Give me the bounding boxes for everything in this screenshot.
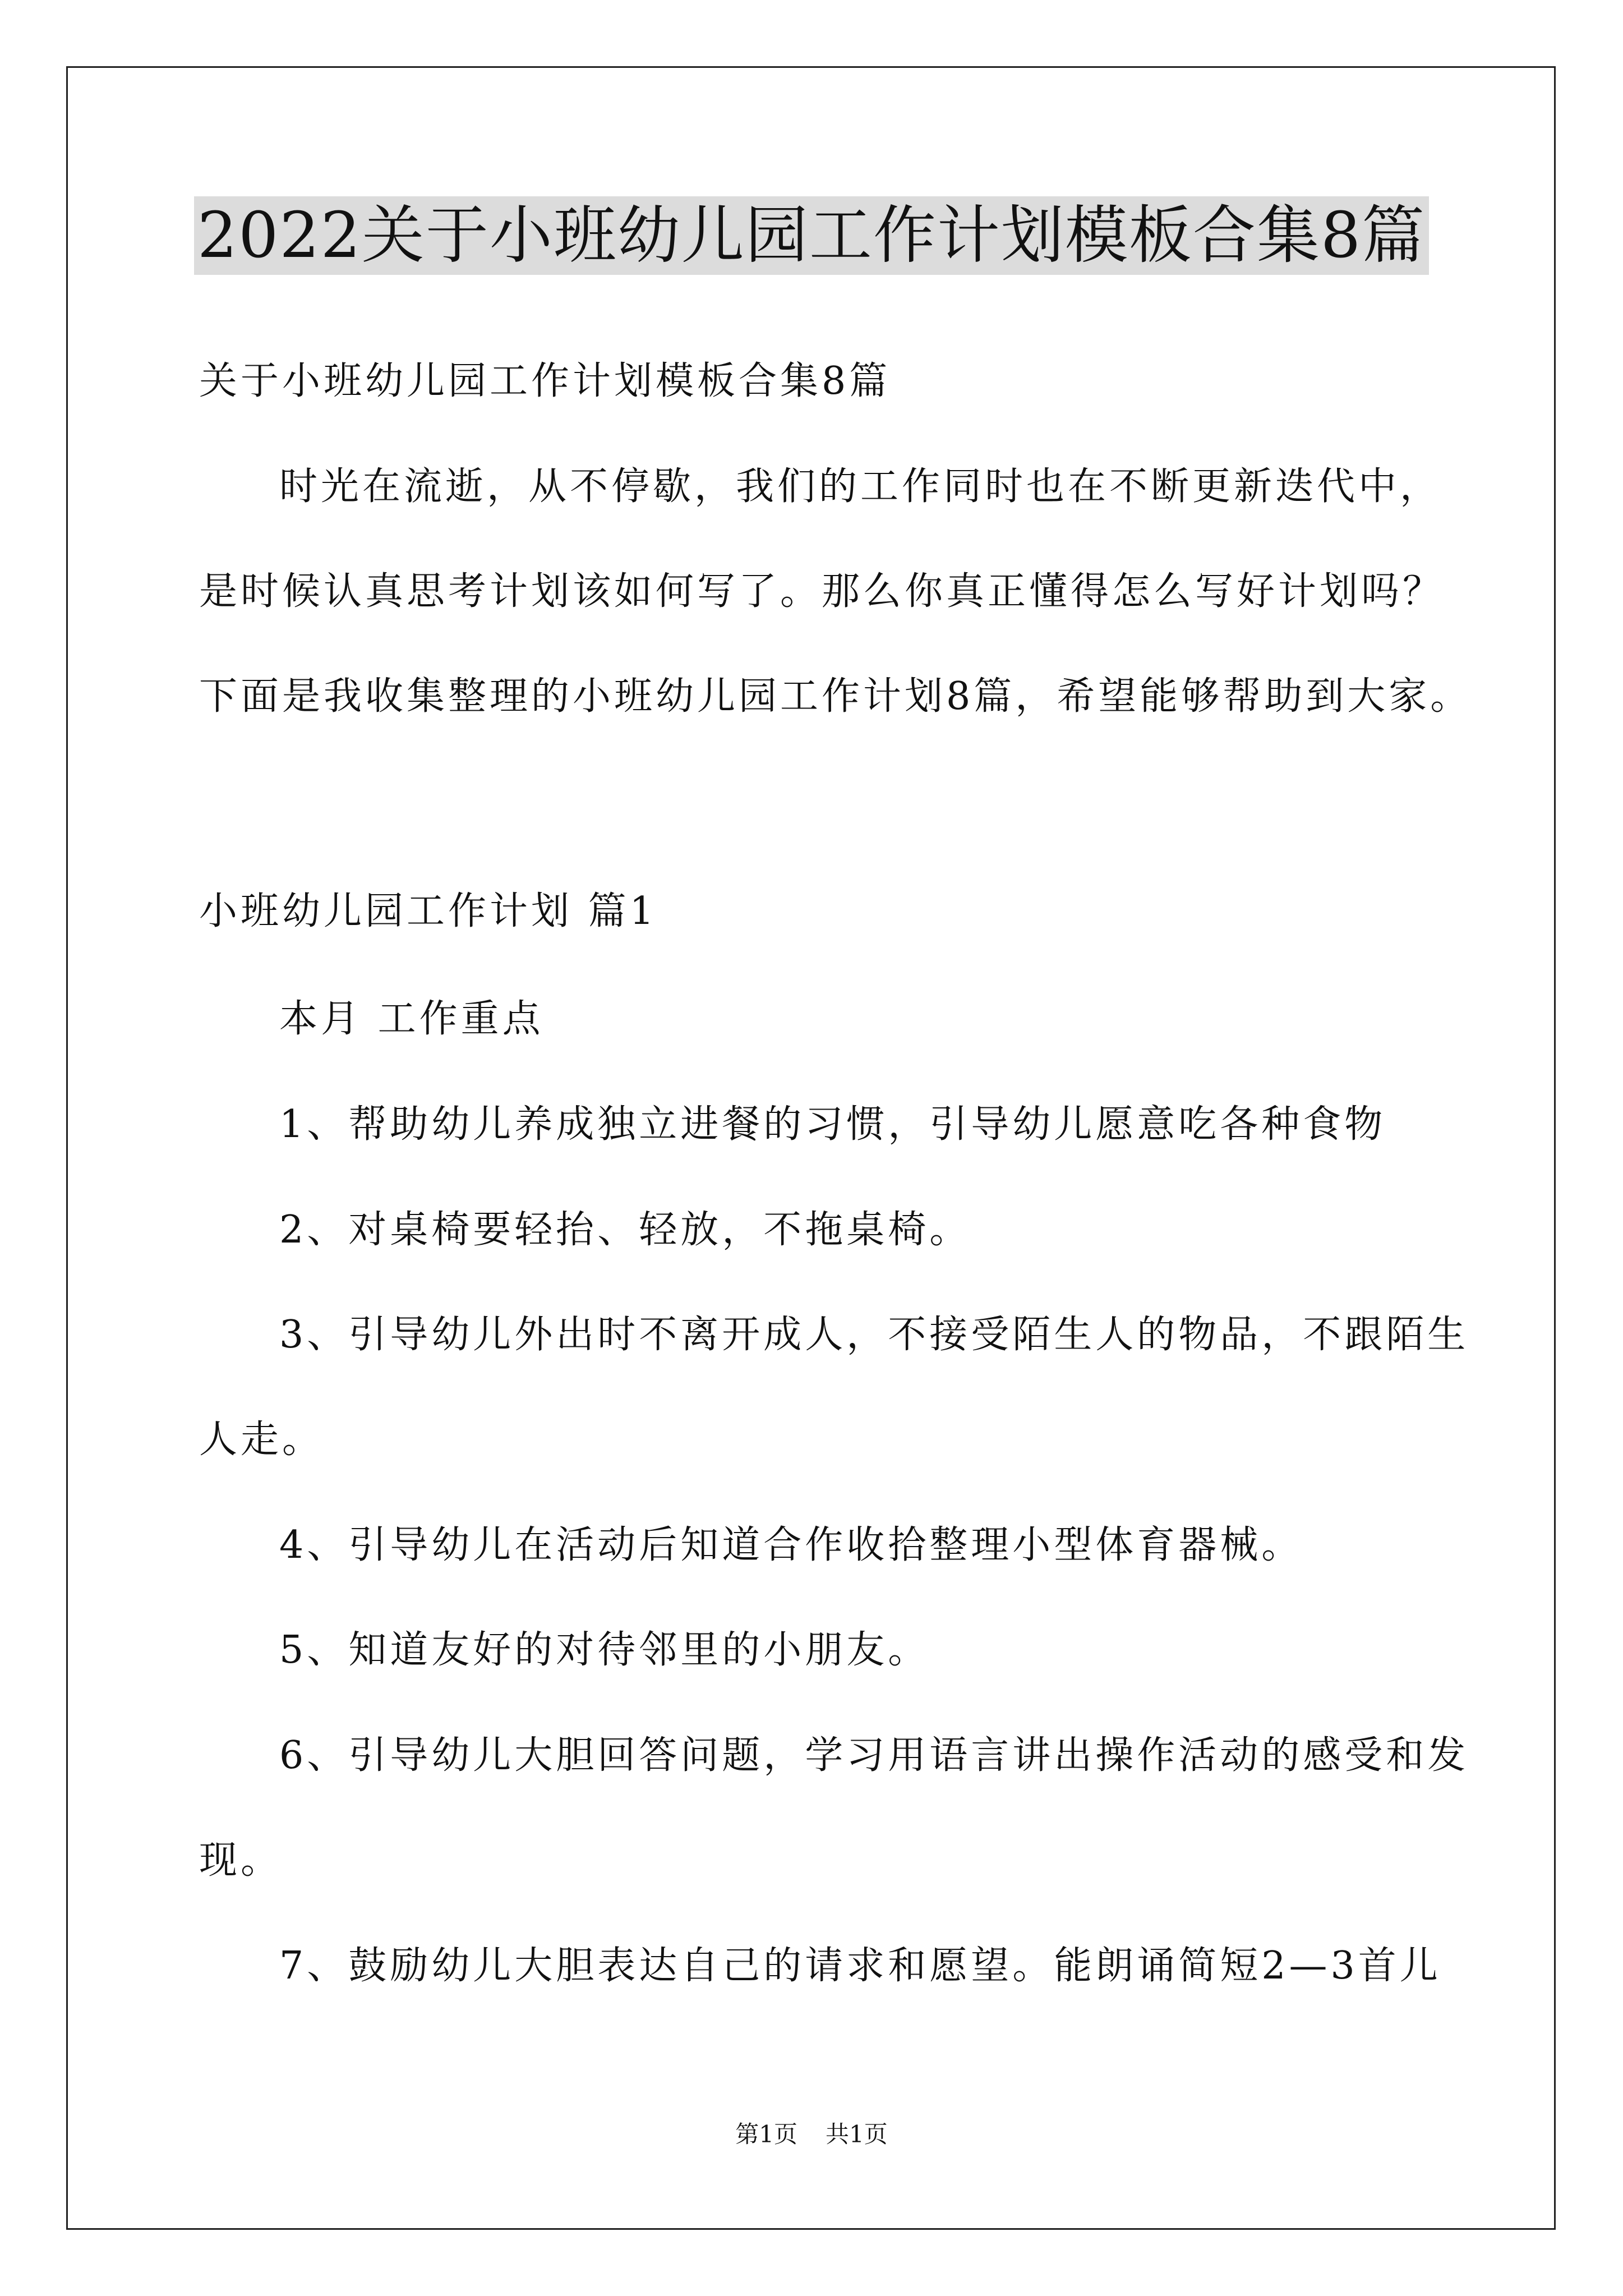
page-footer xyxy=(0,2118,1623,2151)
list-item-6-continued: 现。 xyxy=(199,1838,283,1883)
intro-line-3: 下面是我收集整理的小班幼儿园工作计划8篇，希望能够帮助到大家。 xyxy=(199,674,1472,719)
list-item-1: 1、帮助幼儿养成独立进餐的习惯，引导幼儿愿意吃各种食物 xyxy=(279,1102,1386,1147)
section-heading: 小班幼儿园工作计划 篇1 xyxy=(199,889,657,933)
page-number: 第1页 xyxy=(735,2120,797,2148)
list-item-2: 2、对桌椅要轻抬、轻放，不拖桌椅。 xyxy=(279,1208,971,1252)
list-item-6: 6、引导幼儿大胆回答问题，学习用语言讲出操作活动的感受和发 xyxy=(279,1733,1469,1778)
document-subtitle: 关于小班幼儿园工作计划模板合集8篇 xyxy=(199,359,891,403)
list-item-3: 3、引导幼儿外出时不离开成人，不接受陌生人的物品，不跟陌生 xyxy=(279,1313,1469,1357)
list-item-7: 7、鼓励幼儿大胆表达自己的请求和愿望。能朗诵简短2—3首儿 xyxy=(279,1944,1441,1988)
list-item-3-continued: 人走。 xyxy=(199,1418,324,1462)
focus-heading: 本月 工作重点 xyxy=(279,997,544,1041)
document-title: 2022关于小班幼儿园工作计划模板合集8篇 xyxy=(194,196,1429,275)
intro-line-1: 时光在流逝，从不停歇，我们的工作同时也在不断更新迭代中， xyxy=(279,464,1442,509)
list-item-4: 4、引导幼儿在活动后知道合作收拾整理小型体育器械。 xyxy=(279,1523,1303,1567)
title-container xyxy=(0,196,1623,275)
page-total: 共1页 xyxy=(826,2120,888,2148)
intro-line-2: 是时候认真思考计划该如何写了。那么你真正懂得怎么写好计划吗？ xyxy=(199,569,1445,614)
list-item-5: 5、知道友好的对待邻里的小朋友。 xyxy=(279,1628,930,1672)
